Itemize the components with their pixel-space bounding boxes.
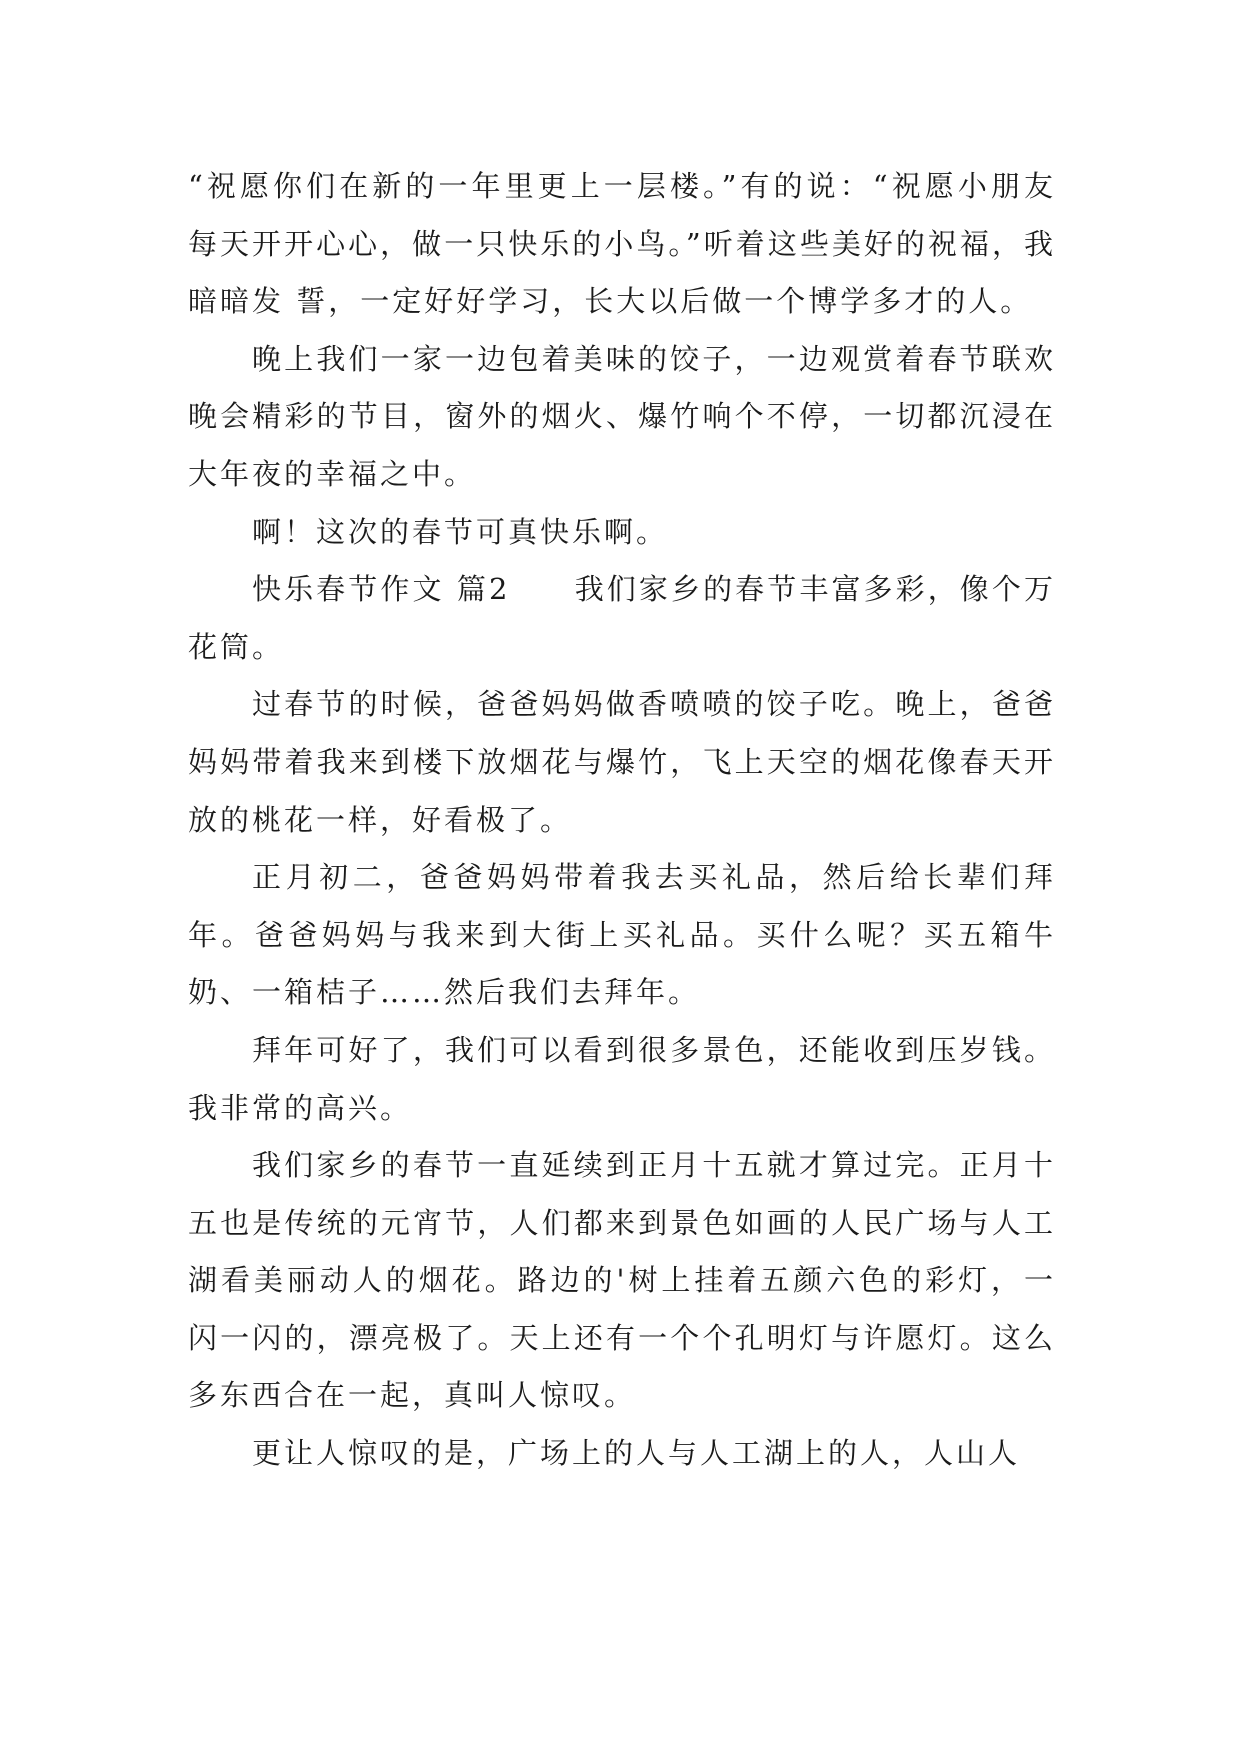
paragraph: 快乐春节作文 篇2 我们家乡的春节丰富多彩，像个万花筒。 <box>188 572 1056 664</box>
paragraph: 啊！这次的春节可真快乐啊。 <box>252 514 669 549</box>
paragraph: 我们家乡的春节一直延续到正月十五就才算过完。正月十五也是传统的元宵节，人们都来到景色如画的人民广场与人工湖看美丽动人的烟花。路边的'树上挂着五颜六色的彩灯，一闪一闪的，漂亮极了。天上还有一个个孔明灯与许愿灯。这么多东西合在一起，真叫人惊叹。 <box>188 1148 1056 1413</box>
paragraph: 拜年可好了，我们可以看到很多景色，还能收到压岁钱。我非常的高兴。 <box>188 1032 1056 1125</box>
body-text <box>188 158 1056 1483</box>
paragraph: 晚上我们一家一边包着美味的饺子，一边观赏着春节联欢晚会精彩的节目，窗外的烟火、爆竹响个不停，一切都沉浸在大年夜的幸福之中。 <box>188 341 1056 491</box>
paragraph: 过春节的时候，爸爸妈妈做香喷喷的饺子吃。晚上，爸爸妈妈带着我来到楼下放烟花与爆竹，飞上天空的烟花像春天开放的桃花一样，好看极了。 <box>188 687 1056 837</box>
paragraph: 更让人惊叹的是，广场上的人与人工湖上的人，人山人 <box>252 1436 1021 1471</box>
paragraph: “祝愿你们在新的一年里更上一层楼。”有的说：“祝愿小朋友每天开开心心，做一只快乐的小鸟。”听着这些美好的祝福，我暗暗发 誓，一定好好学习，长大以后做一个博学多才的人。 <box>188 169 1056 319</box>
paragraph: 正月初二，爸爸妈妈带着我去买礼品，然后给长辈们拜年。爸爸妈妈与我来到大街上买礼品。买什么呢？买五箱牛奶、一箱桔子……然后我们去拜年。 <box>188 860 1056 1010</box>
